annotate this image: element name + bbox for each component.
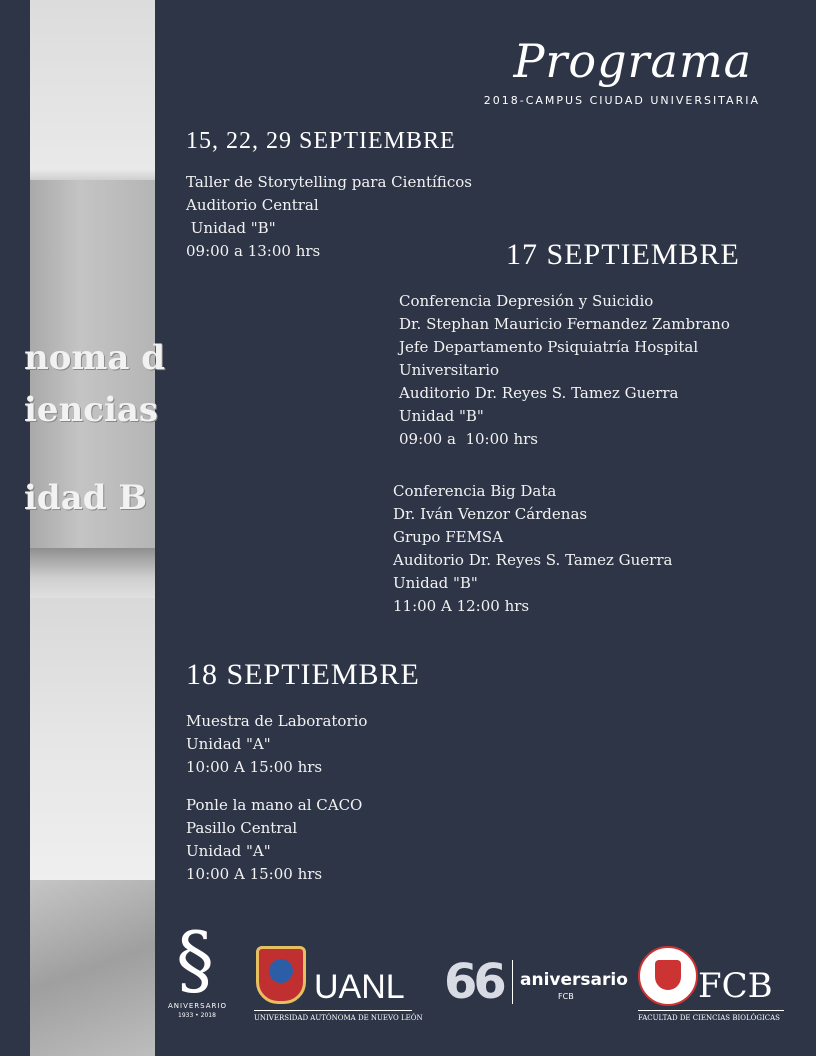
event-line: Conferencia Big Data <box>393 482 557 500</box>
event-line: Unidad "A" <box>186 842 271 860</box>
event-ponle-la-mano <box>186 794 362 886</box>
event-line: Unidad "A" <box>186 735 271 753</box>
fcb-seal-icon <box>638 946 698 1006</box>
sixty-six-number: 66 <box>444 954 503 1010</box>
event-line: 10:00 A 15:00 hrs <box>186 758 323 776</box>
aniversario-monogram-icon: § <box>176 915 214 1004</box>
sixty-six-aniversario-logo <box>444 954 628 1010</box>
building-photo-strip <box>24 0 166 1056</box>
sixty-six-sub: FCB <box>558 992 574 1001</box>
event-line: 11:00 A 12:00 hrs <box>393 597 530 615</box>
building-sign-text-2: iencias <box>24 390 159 430</box>
event-line: 09:00 a 10:00 hrs <box>399 430 538 448</box>
aniversario-label: ANIVERSARIO <box>168 1002 227 1010</box>
building-ledge <box>30 548 155 598</box>
event-line: Unidad "B" <box>186 219 276 237</box>
date-heading-sep-15: 15, 22, 29 SEPTIEMBRE <box>186 128 456 154</box>
sixty-six-label: aniversario <box>520 970 628 990</box>
date-heading-sep-17: 17 SEPTIEMBRE <box>506 238 740 271</box>
event-line: Grupo FEMSA <box>393 528 504 546</box>
uanl-logo <box>254 946 423 1026</box>
building-ground <box>30 880 155 1056</box>
event-line: Auditorio Central <box>186 196 319 214</box>
event-line: Auditorio Dr. Reyes S. Tamez Guerra <box>399 384 679 402</box>
event-line: 09:00 a 13:00 hrs <box>186 242 321 260</box>
event-line: Unidad "B" <box>393 574 478 592</box>
event-muestra-laboratorio <box>186 710 367 779</box>
fcb-caption: FACULTAD DE CIENCIAS BIOLÓGICAS <box>638 1014 780 1022</box>
fcb-name: FCB <box>698 966 773 1006</box>
event-line: Dr. Iván Venzor Cárdenas <box>393 505 588 523</box>
event-line: Jefe Departamento Psiquiatría Hospital <box>399 338 699 356</box>
event-depresion-suicidio <box>399 290 730 451</box>
event-line: Ponle la mano al CACO <box>186 796 363 814</box>
event-storytelling <box>186 171 472 263</box>
event-line: Pasillo Central <box>186 819 298 837</box>
event-line: Universitario <box>399 361 500 379</box>
event-line: Auditorio Dr. Reyes S. Tamez Guerra <box>393 551 673 569</box>
event-line: Unidad "B" <box>399 407 484 425</box>
fcb-logo <box>638 946 788 1026</box>
sixty-six-divider <box>512 960 513 1004</box>
event-line: 10:00 A 15:00 hrs <box>186 865 323 883</box>
event-line: Muestra de Laboratorio <box>186 712 368 730</box>
event-big-data <box>393 480 672 618</box>
date-heading-sep-18: 18 SEPTIEMBRE <box>186 658 420 691</box>
uanl-shield-icon <box>256 946 306 1004</box>
event-line: Conferencia Depresión y Suicidio <box>399 292 654 310</box>
aniversario-logo <box>168 915 234 1024</box>
aniversario-years: 1933 • 2018 <box>178 1012 216 1019</box>
building-sign-text-3: idad B <box>24 478 148 518</box>
building-sign-text-1: noma d <box>24 338 166 378</box>
fcb-divider <box>638 1010 784 1011</box>
uanl-name: UANL <box>314 968 405 1006</box>
logo-bar <box>168 915 788 1030</box>
event-line: Taller de Storytelling para Científicos <box>186 173 472 191</box>
uanl-caption: UNIVERSIDAD AUTÓNOMA DE NUEVO LEÓN <box>254 1014 423 1022</box>
uanl-divider <box>254 1010 412 1011</box>
page-subtitle: 2018-CAMPUS CIUDAD UNIVERSITARIA <box>483 94 760 107</box>
event-line: Dr. Stephan Mauricio Fernandez Zambrano <box>399 315 730 333</box>
page-title: Programa <box>513 34 752 88</box>
